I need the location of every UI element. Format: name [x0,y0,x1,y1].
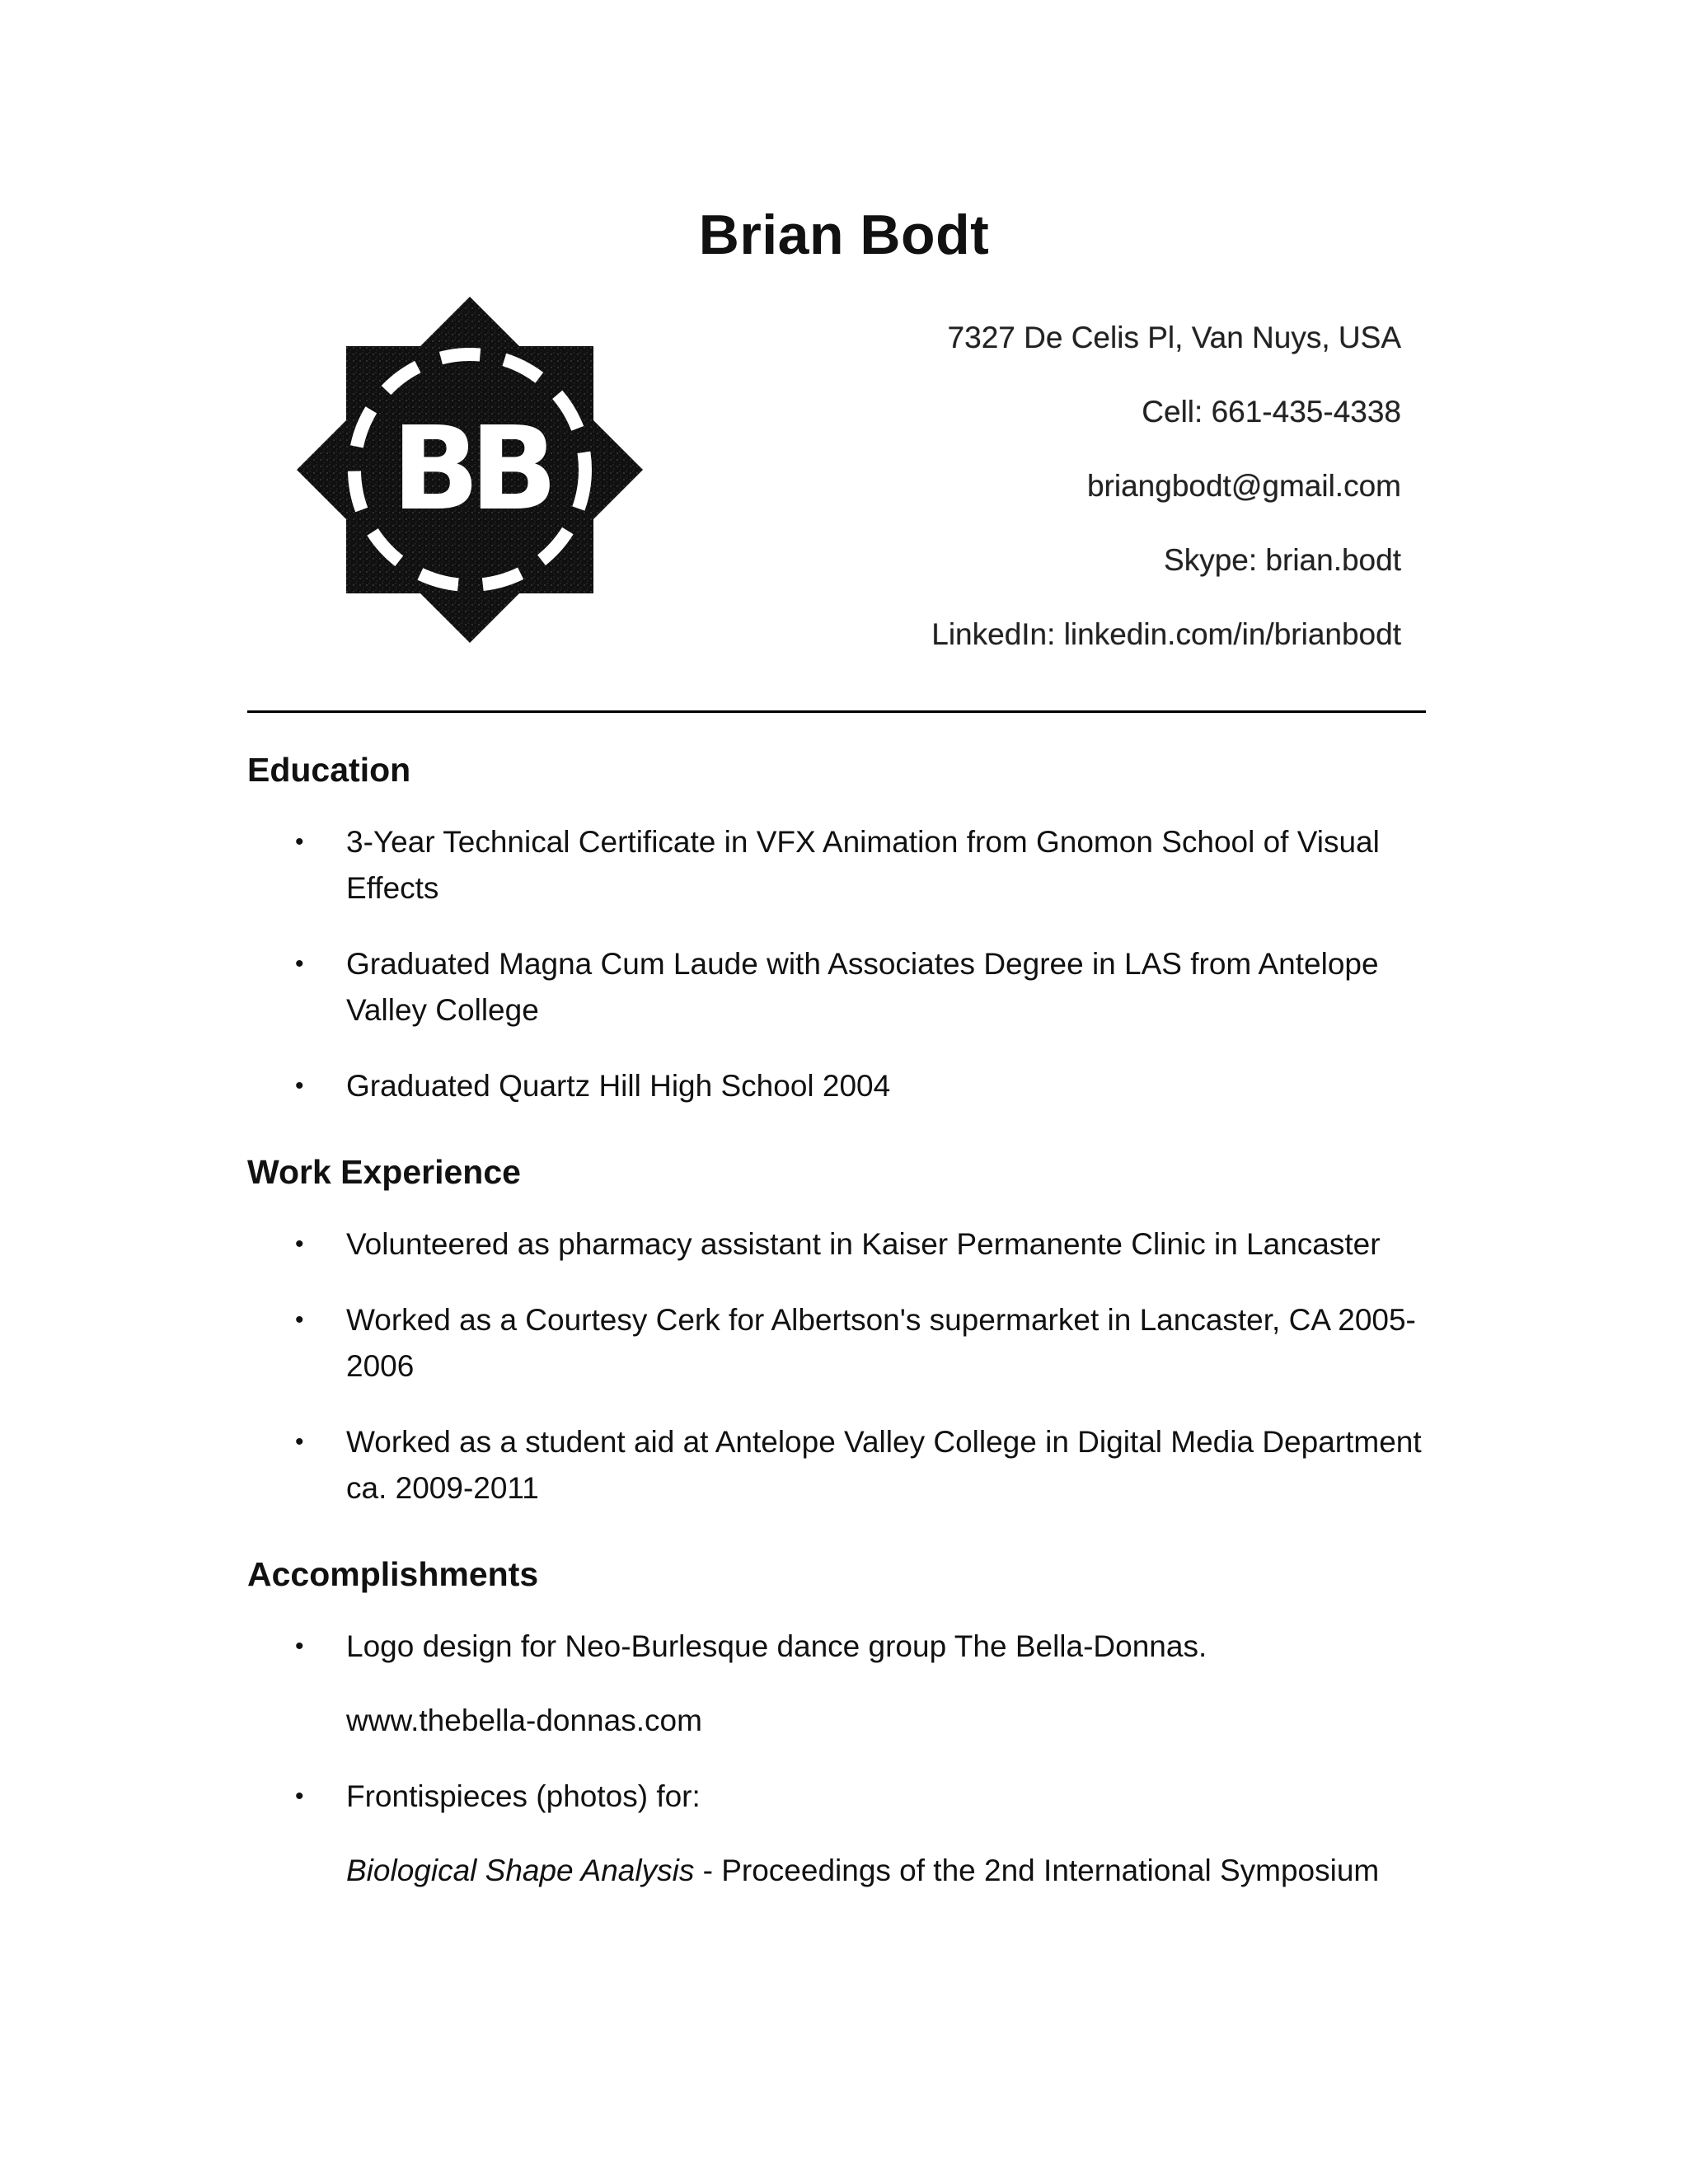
accomplishments-list [247,1624,1434,1894]
list-item [247,1221,1434,1268]
accomplishments-section [247,1549,1434,1894]
contact-address: 7327 De Celis Pl, Van Nuys, USA [947,321,1401,354]
list-item-text: Frontispieces (photos) for: [346,1779,701,1813]
publication-detail: - Proceedings of the 2nd International Symposium [694,1854,1380,1887]
contact-email[interactable]: briangbodt@gmail.com [1086,469,1401,503]
contact-linkedin[interactable]: LinkedIn: linkedin.com/in/brianbodt [931,617,1401,651]
bullet-icon: • [295,828,304,855]
work-experience-section [247,1147,1434,1511]
work-experience-list [247,1221,1434,1511]
list-item-text: 3-Year Technical Certificate in VFX Animation from Gnomon School of Visual Effects [346,825,1380,905]
header-divider [247,710,1426,713]
list-item-text: Logo design for Neo-Burlesque dance group The Bella-Donnas. [346,1629,1207,1663]
bullet-icon: • [295,1783,304,1810]
website-link[interactable]: www.thebella-donnas.com [346,1704,702,1737]
bb-monogram-logo [293,293,647,647]
bullet-icon: • [295,1306,304,1333]
publication-title: Biological Shape Analysis [346,1854,695,1887]
education-heading: Education [247,751,411,789]
list-item-text: Worked as a student aid at Antelope Valley College in Digital Media Department ca. 2009-2011 [346,1425,1422,1505]
list-item [247,819,1434,912]
list-item [247,1063,1434,1109]
contact-skype: Skype: brian.bodt [1164,543,1401,577]
list-item [247,1624,1434,1670]
accomplishments-heading: Accomplishments [247,1555,539,1593]
list-item [247,1419,1434,1511]
publication-line [247,1848,1434,1894]
bullet-icon: • [295,1428,304,1455]
list-item-text: Worked as a Courtesy Cerk for Albertson's supermarket in Lancaster, CA 2005-2006 [346,1303,1416,1383]
list-item-text: Volunteered as pharmacy assistant in Kaiser Permanente Clinic in Lancaster [346,1227,1381,1261]
list-item [247,1774,1434,1820]
bullet-icon: • [295,1633,304,1660]
bullet-icon: • [295,1230,304,1258]
work-experience-heading: Work Experience [247,1153,521,1191]
logo-monogram: BB [392,402,548,537]
bullet-icon: • [295,950,304,977]
resume-name: Brian Bodt [698,204,990,266]
list-item-text: Graduated Quartz Hill High School 2004 [346,1069,891,1103]
education-section [247,745,1434,1109]
list-item [247,941,1434,1033]
education-list [247,819,1434,1109]
list-item-text: Graduated Magna Cum Laude with Associates Degree in LAS from Antelope Valley College [346,947,1379,1027]
bullet-icon: • [295,1072,304,1099]
contact-info [931,301,1401,672]
contact-cell: Cell: 661-435-4338 [1142,395,1401,429]
list-item [247,1297,1434,1390]
